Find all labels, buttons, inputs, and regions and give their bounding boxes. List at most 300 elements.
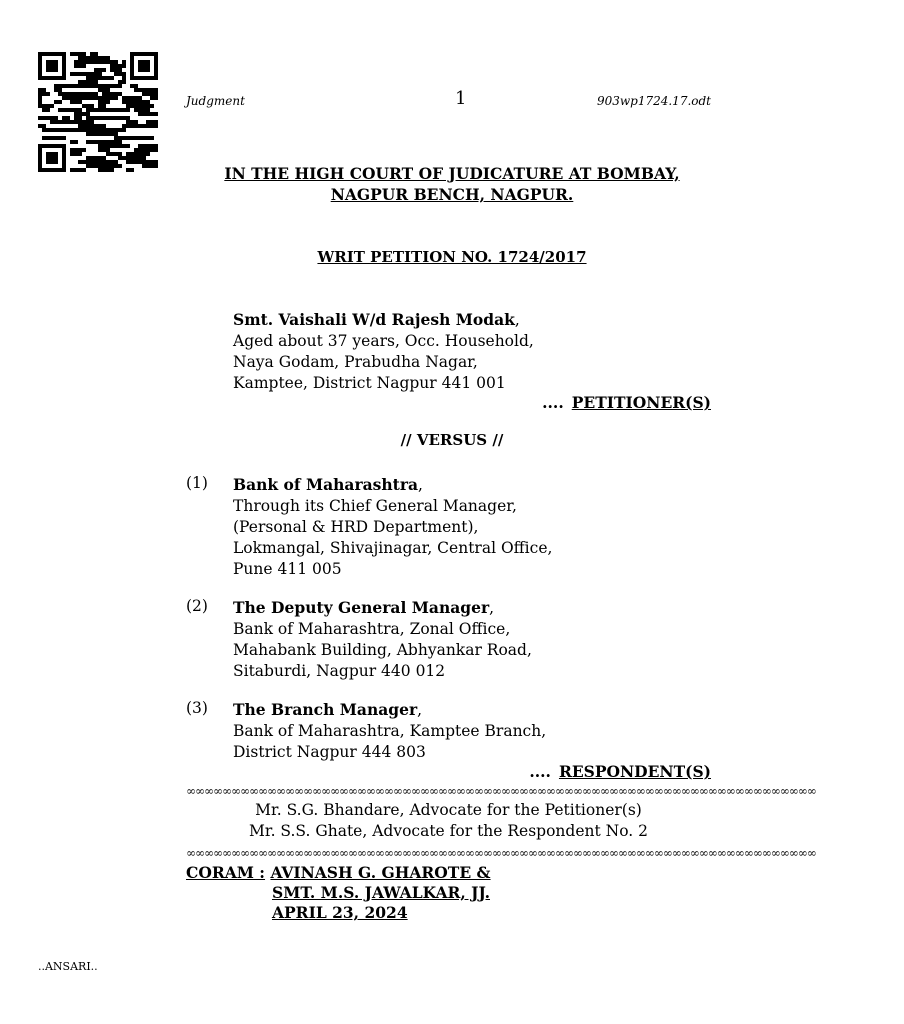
respondent-address-line: Sitaburdi, Nagpur 440 012: [233, 662, 446, 680]
qr-cell: [142, 136, 146, 140]
qr-cell: [74, 120, 78, 124]
respondent-address-line: Bank of Maharashtra, Zonal Office,: [233, 620, 511, 638]
qr-cell: [150, 144, 154, 148]
qr-cell: [102, 108, 106, 112]
respondent-number: (2): [186, 597, 208, 615]
qr-cell: [110, 76, 114, 80]
qr-cell: [110, 60, 114, 64]
qr-cell: [118, 116, 122, 120]
qr-cell: [78, 128, 82, 132]
qr-cell: [86, 140, 90, 144]
qr-cell: [98, 68, 102, 72]
qr-cell: [90, 96, 94, 100]
respondent-address-line: Bank of Maharashtra, Kamptee Branch,: [233, 722, 547, 740]
qr-cell: [138, 136, 142, 140]
qr-cell: [122, 60, 126, 64]
qr-cell: [102, 128, 106, 132]
qr-cell: [94, 72, 98, 76]
qr-cell: [74, 128, 78, 132]
qr-cell: [74, 100, 78, 104]
qr-cell: [82, 96, 86, 100]
qr-cell: [126, 156, 130, 160]
qr-cell: [94, 116, 98, 120]
qr-cell: [122, 96, 126, 100]
qr-cell: [154, 120, 158, 124]
qr-cell: [58, 100, 62, 104]
qr-cell: [74, 108, 78, 112]
qr-cell: [154, 112, 158, 116]
qr-cell: [106, 116, 110, 120]
qr-cell: [74, 140, 78, 144]
qr-cell: [134, 100, 138, 104]
qr-cell: [114, 60, 118, 64]
qr-cell: [38, 116, 42, 120]
qr-cell: [94, 96, 98, 100]
qr-cell: [114, 72, 118, 76]
qr-cell: [58, 108, 62, 112]
qr-cell: [86, 56, 90, 60]
respondent-role-label: RESPONDENT(S): [558, 762, 711, 781]
qr-cell: [102, 60, 106, 64]
qr-cell: [118, 140, 122, 144]
qr-cell: [74, 92, 78, 96]
court-name: [0, 163, 904, 205]
qr-cell: [46, 136, 50, 140]
qr-cell: [98, 76, 102, 80]
qr-cell: [142, 152, 146, 156]
petitioner-address-line: Naya Godam, Prabudha Nagar,: [233, 353, 478, 371]
qr-cell: [138, 148, 142, 152]
case-title: WRIT PETITION NO. 1724/2017: [317, 248, 587, 266]
qr-cell: [130, 104, 134, 108]
qr-cell: [42, 108, 46, 112]
qr-cell: [90, 132, 94, 136]
qr-cell: [98, 72, 102, 76]
qr-cell: [106, 96, 110, 100]
qr-cell: [130, 152, 134, 156]
qr-cell: [114, 116, 118, 120]
qr-cell: [150, 136, 154, 140]
qr-cell: [70, 96, 74, 100]
qr-cell: [138, 152, 142, 156]
advocates-block: [186, 800, 711, 842]
qr-cell: [94, 56, 98, 60]
coram-judge-1: AVINASH G. GHAROTE &: [270, 863, 491, 882]
qr-cell: [78, 92, 82, 96]
qr-cell: [70, 72, 74, 76]
qr-cell: [90, 72, 94, 76]
qr-cell: [154, 92, 158, 96]
qr-cell: [54, 116, 58, 120]
qr-cell: [62, 128, 66, 132]
qr-cell: [86, 116, 90, 120]
qr-cell: [58, 92, 62, 96]
decorative-separator: ∞∞∞∞∞∞∞∞∞∞∞∞∞∞∞∞∞∞∞∞∞∞∞∞∞∞∞∞∞∞∞∞∞∞∞∞∞∞∞∞∞∞∞∞∞∞∞∞∞∞∞∞∞∞∞∞∞∞∞∞∞∞∞∞∞∞∞∞∞∞: [186, 846, 816, 860]
qr-cell: [118, 68, 122, 72]
qr-cell: [98, 116, 102, 120]
qr-cell: [74, 116, 78, 120]
qr-cell: [102, 92, 106, 96]
qr-cell: [122, 72, 126, 76]
qr-cell: [102, 96, 106, 100]
qr-cell: [86, 120, 90, 124]
qr-cell: [126, 96, 130, 100]
qr-cell: [42, 104, 46, 108]
qr-cell: [62, 92, 66, 96]
qr-cell: [90, 84, 94, 88]
qr-cell: [70, 120, 74, 124]
qr-cell: [98, 144, 102, 148]
qr-cell: [42, 88, 46, 92]
qr-cell: [82, 128, 86, 132]
qr-cell: [50, 120, 54, 124]
qr-cell: [82, 124, 86, 128]
qr-cell: [78, 124, 82, 128]
qr-cell: [90, 120, 94, 124]
qr-cell: [102, 88, 106, 92]
qr-cell: [86, 112, 90, 116]
qr-cell: [50, 104, 54, 108]
qr-cell: [154, 144, 158, 148]
qr-cell: [90, 156, 94, 160]
qr-cell: [74, 84, 78, 88]
qr-cell: [110, 128, 114, 132]
qr-cell: [62, 108, 66, 112]
qr-cell: [134, 124, 138, 128]
respondent-block-3: The Branch Manager, Bank of Maharashtra, Kamptee Branch, District Nagpur 444 803: [233, 700, 547, 761]
qr-cell: [102, 156, 106, 160]
qr-cell: [106, 108, 110, 112]
qr-cell: [86, 96, 90, 100]
qr-cell: [114, 68, 118, 72]
qr-cell: [98, 104, 102, 108]
qr-cell: [146, 92, 150, 96]
qr-cell: [146, 108, 150, 112]
respondent-name: Bank of Maharashtra: [233, 475, 419, 494]
qr-cell: [118, 64, 122, 68]
qr-cell: [90, 56, 94, 60]
qr-cell: [98, 96, 102, 100]
qr-cell: [114, 144, 118, 148]
qr-cell: [122, 80, 126, 84]
qr-cell: [66, 96, 70, 100]
qr-cell: [134, 156, 138, 160]
qr-cell: [82, 72, 86, 76]
qr-cell: [118, 152, 122, 156]
qr-cell: [142, 144, 146, 148]
respondent-address-line: Mahabank Building, Abhyankar Road,: [233, 641, 532, 659]
qr-cell: [110, 84, 114, 88]
qr-cell: [134, 148, 138, 152]
qr-cell: [102, 144, 106, 148]
qr-cell: [146, 144, 150, 148]
qr-cell: [74, 52, 78, 56]
qr-cell: [50, 116, 54, 120]
qr-cell: [114, 140, 118, 144]
qr-cell: [126, 104, 130, 108]
qr-cell: [114, 108, 118, 112]
qr-cell: [118, 144, 122, 148]
qr-cell: [86, 80, 90, 84]
qr-cell: [150, 88, 154, 92]
qr-cell: [94, 108, 98, 112]
qr-cell: [106, 152, 110, 156]
qr-cell: [82, 84, 86, 88]
footer-initials: ..ANSARI..: [38, 960, 98, 973]
qr-cell: [86, 132, 90, 136]
qr-cell: [86, 76, 90, 80]
qr-cell: [150, 92, 154, 96]
qr-cell: [94, 132, 98, 136]
qr-cell: [62, 116, 66, 120]
qr-cell: [106, 60, 110, 64]
respondent-block-1: Bank of Maharashtra, Through its Chief General Manager, (Personal & HRD Department), Lokmangal, Shivajinagar, Central Office, Pune 411 005: [233, 475, 553, 578]
qr-cell: [38, 124, 42, 128]
petitioner-address-line: Aged about 37 years, Occ. Household,: [233, 332, 534, 350]
qr-cell: [114, 64, 118, 68]
qr-cell: [130, 136, 134, 140]
qr-cell: [146, 100, 150, 104]
qr-cell: [102, 124, 106, 128]
qr-cell: [102, 84, 106, 88]
qr-cell: [82, 60, 86, 64]
qr-cell: [78, 116, 82, 120]
qr-cell: [110, 132, 114, 136]
qr-cell: [98, 60, 102, 64]
qr-cell: [154, 124, 158, 128]
qr-cell: [118, 136, 122, 140]
qr-cell: [98, 108, 102, 112]
qr-cell: [90, 128, 94, 132]
qr-cell: [70, 140, 74, 144]
qr-cell: [142, 108, 146, 112]
qr-cell: [62, 84, 66, 88]
qr-cell: [154, 88, 158, 92]
qr-cell: [98, 88, 102, 92]
qr-cell: [146, 124, 150, 128]
qr-cell: [142, 104, 146, 108]
decorative-separator: ∞∞∞∞∞∞∞∞∞∞∞∞∞∞∞∞∞∞∞∞∞∞∞∞∞∞∞∞∞∞∞∞∞∞∞∞∞∞∞∞∞∞∞∞∞∞∞∞∞∞∞∞∞∞∞∞∞∞∞∞∞∞∞∞∞∞∞∞∞∞: [186, 784, 816, 798]
qr-cell: [142, 148, 146, 152]
qr-cell: [110, 152, 114, 156]
qr-cell: [58, 88, 62, 92]
qr-cell: [94, 68, 98, 72]
coram-block: [186, 863, 491, 923]
qr-cell: [118, 80, 122, 84]
role-dots: ....: [542, 393, 564, 412]
respondent-number: (3): [186, 699, 208, 717]
respondent-address-line: Lokmangal, Shivajinagar, Central Office,: [233, 539, 553, 557]
qr-cell: [122, 156, 126, 160]
qr-cell: [86, 128, 90, 132]
qr-cell: [130, 84, 134, 88]
qr-cell: [78, 108, 82, 112]
qr-cell: [90, 104, 94, 108]
qr-cell: [82, 64, 86, 68]
qr-cell: [126, 152, 130, 156]
qr-cell: [70, 100, 74, 104]
qr-cell: [118, 156, 122, 160]
qr-cell: [82, 148, 86, 152]
qr-cell: [146, 120, 150, 124]
qr-cell: [38, 100, 42, 104]
qr-cell: [134, 120, 138, 124]
qr-cell: [78, 72, 82, 76]
qr-cell: [134, 96, 138, 100]
qr-cell: [110, 92, 114, 96]
coram-judge-2: SMT. M.S. JAWALKAR, JJ.: [272, 883, 490, 902]
qr-cell: [66, 116, 70, 120]
respondent-block-2: The Deputy General Manager, Bank of Maharashtra, Zonal Office, Mahabank Building, Abhyankar Road, Sitaburdi, Nagpur 440 012: [233, 598, 532, 680]
qr-cell: [126, 136, 130, 140]
qr-cell: [62, 120, 66, 124]
qr-cell: [134, 152, 138, 156]
qr-cell: [58, 84, 62, 88]
qr-cell: [74, 72, 78, 76]
qr-cell: [42, 128, 46, 132]
qr-cell: [138, 124, 142, 128]
qr-cell: [78, 100, 82, 104]
qr-cell: [42, 116, 46, 120]
petitioner-address-line: Kamptee, District Nagpur 441 001: [233, 374, 506, 392]
qr-cell: [106, 148, 110, 152]
qr-cell: [94, 128, 98, 132]
qr-cell: [46, 92, 50, 96]
role-dots: ....: [529, 762, 551, 781]
advocate-petitioner: Mr. S.G. Bhandare, Advocate for the Petitioner(s): [255, 801, 642, 819]
qr-cell: [138, 156, 142, 160]
respondent-address-line: (Personal & HRD Department),: [233, 518, 479, 536]
qr-cell: [94, 92, 98, 96]
qr-cell: [90, 140, 94, 144]
qr-cell: [138, 96, 142, 100]
qr-cell: [86, 104, 90, 108]
qr-cell: [74, 152, 78, 156]
qr-cell: [54, 128, 58, 132]
qr-cell: [110, 108, 114, 112]
qr-cell: [78, 96, 82, 100]
respondent-address-line: District Nagpur 444 803: [233, 743, 426, 761]
qr-cell: [118, 92, 122, 96]
qr-cell: [70, 152, 74, 156]
qr-cell: [90, 108, 94, 112]
qr-cell: [150, 124, 154, 128]
qr-cell: [150, 104, 154, 108]
qr-cell: [102, 68, 106, 72]
qr-cell: [78, 84, 82, 88]
qr-cell: [106, 132, 110, 136]
qr-cell: [98, 124, 102, 128]
qr-cell: [138, 104, 142, 108]
qr-cell: [154, 148, 158, 152]
petitioner-role: [542, 393, 711, 412]
qr-cell: [106, 144, 110, 148]
qr-cell: [142, 88, 146, 92]
qr-cell: [78, 60, 82, 64]
qr-cell: [122, 64, 126, 68]
qr-cell: [38, 88, 42, 92]
qr-cell: [134, 84, 138, 88]
qr-cell: [74, 96, 78, 100]
qr-cell: [90, 124, 94, 128]
qr-cell: [66, 120, 70, 124]
qr-cell: [82, 120, 86, 124]
qr-cell: [142, 100, 146, 104]
qr-cell: [98, 148, 102, 152]
qr-cell: [66, 84, 70, 88]
qr-cell: [118, 84, 122, 88]
qr-cell: [42, 124, 46, 128]
qr-cell: [114, 96, 118, 100]
qr-cell: [70, 52, 74, 56]
qr-cell: [146, 152, 150, 156]
qr-cell: [90, 92, 94, 96]
qr-cell: [106, 76, 110, 80]
qr-cell: [94, 60, 98, 64]
qr-cell: [98, 132, 102, 136]
qr-cell: [114, 92, 118, 96]
respondent-address-line: Through its Chief General Manager,: [233, 497, 517, 515]
qr-cell: [82, 112, 86, 116]
qr-cell: [98, 156, 102, 160]
qr-cell: [110, 140, 114, 144]
qr-cell: [58, 136, 62, 140]
qr-cell: [134, 108, 138, 112]
qr-cell: [146, 112, 150, 116]
qr-cell: [110, 68, 114, 72]
qr-cell: [122, 144, 126, 148]
qr-cell: [58, 120, 62, 124]
qr-cell: [46, 104, 50, 108]
respondent-name: The Deputy General Manager: [233, 598, 490, 617]
qr-cell: [122, 100, 126, 104]
qr-cell: [42, 92, 46, 96]
qr-cell: [126, 120, 130, 124]
versus-separator: // VERSUS //: [400, 431, 504, 449]
qr-cell: [134, 104, 138, 108]
qr-cell: [50, 136, 54, 140]
qr-cell: [90, 60, 94, 64]
qr-cell: [106, 100, 110, 104]
qr-cell: [114, 132, 118, 136]
qr-cell: [102, 132, 106, 136]
qr-cell: [118, 128, 122, 132]
petitioner-role-label: PETITIONER(S): [571, 393, 711, 412]
qr-cell: [94, 52, 98, 56]
qr-cell: [86, 84, 90, 88]
header-document-type: Judgment: [186, 94, 245, 108]
qr-cell: [94, 76, 98, 80]
petitioner-name: Smt. Vaishali W/d Rajesh Modak: [233, 310, 515, 329]
qr-cell: [70, 148, 74, 152]
qr-cell: [70, 128, 74, 132]
qr-cell: [130, 96, 134, 100]
qr-cell: [126, 116, 130, 120]
qr-cell: [74, 64, 78, 68]
qr-cell: [38, 96, 42, 100]
qr-cell: [82, 104, 86, 108]
qr-cell: [82, 80, 86, 84]
qr-cell: [66, 128, 70, 132]
qr-cell: [98, 84, 102, 88]
qr-cell: [126, 144, 130, 148]
page-number: 1: [455, 88, 467, 109]
qr-cell: [78, 64, 82, 68]
qr-cell: [70, 84, 74, 88]
qr-cell: [86, 124, 90, 128]
qr-cell: [54, 88, 58, 92]
qr-cell: [106, 92, 110, 96]
